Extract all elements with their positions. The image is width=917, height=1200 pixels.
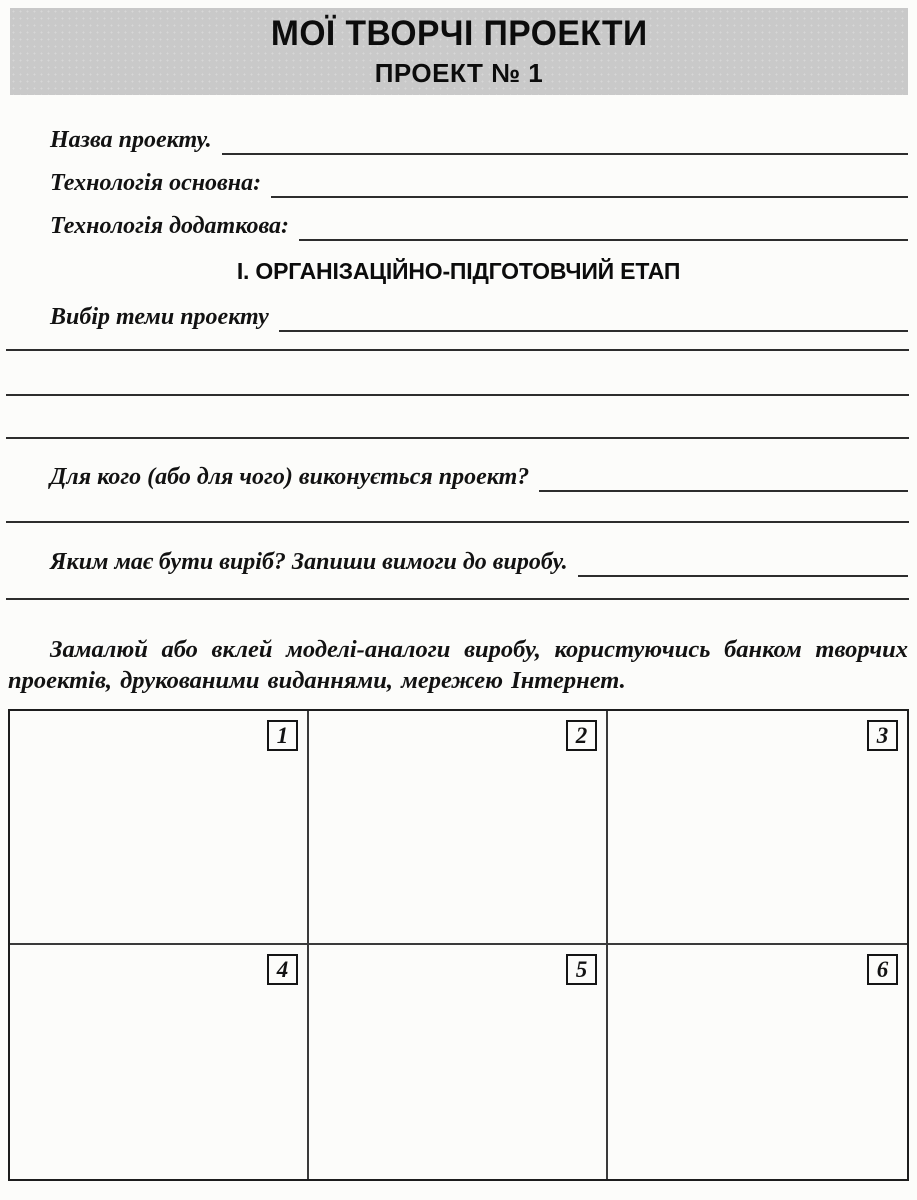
blank-write-line[interactable] [6, 349, 909, 351]
topic-choice-write-line[interactable] [279, 304, 908, 332]
cell-number-badge: 3 [867, 720, 898, 751]
field-main-technology [50, 168, 908, 198]
project-number-subtitle: ПРОЕКТ № 1 [374, 58, 544, 88]
cell-number-badge: 2 [566, 720, 597, 751]
field-product-requirements [50, 547, 908, 577]
stage-section-title: І. ОРГАНІЗАЦІЙНО-ПІДГОТОВЧИЙ ЕТАП [236, 258, 681, 284]
field-project-name [50, 125, 908, 155]
project-name-label: Назва проекту. [50, 127, 212, 153]
sketch-instruction-paragraph: Замалюй або вклей моделі-аналоги виробу, користуючись банком творчих проектів, друкованими виданнями, мережею Інтернет. [8, 636, 908, 694]
additional-technology-label: Технологія додаткова: [50, 213, 290, 239]
field-topic-choice [50, 302, 908, 332]
model-cell-5[interactable] [309, 945, 608, 1179]
main-technology-label: Технологія основна: [50, 170, 262, 196]
for-whom-label: Для кого (або для чого) виконується проект? [50, 464, 530, 490]
page-header-banner [10, 8, 908, 95]
field-additional-technology [50, 211, 908, 241]
model-cell-1[interactable] [10, 711, 309, 945]
project-name-write-line[interactable] [222, 127, 908, 155]
product-requirements-write-line[interactable] [578, 549, 908, 577]
for-whom-write-line[interactable] [539, 464, 908, 492]
cell-number-badge: 4 [267, 954, 298, 985]
model-cell-6[interactable] [608, 945, 907, 1179]
blank-write-line[interactable] [6, 437, 909, 439]
blank-write-line[interactable] [6, 394, 909, 396]
additional-technology-write-line[interactable] [299, 213, 908, 241]
page-title: МОЇ ТВОРЧІ ПРОЕКТИ [270, 14, 648, 53]
blank-write-line[interactable] [6, 521, 909, 523]
model-analogue-grid [8, 709, 909, 1181]
model-cell-2[interactable] [309, 711, 608, 945]
model-cell-4[interactable] [10, 945, 309, 1179]
cell-number-badge: 5 [566, 954, 597, 985]
model-cell-3[interactable] [608, 711, 907, 945]
main-technology-write-line[interactable] [271, 170, 908, 198]
cell-number-badge: 1 [267, 720, 298, 751]
cell-number-badge: 6 [867, 954, 898, 985]
blank-write-line[interactable] [6, 598, 909, 600]
field-for-whom [50, 462, 908, 492]
topic-choice-label: Вибір теми проекту [50, 304, 269, 330]
product-requirements-label: Яким має бути виріб? Запиши вимоги до виробу. [50, 549, 568, 575]
